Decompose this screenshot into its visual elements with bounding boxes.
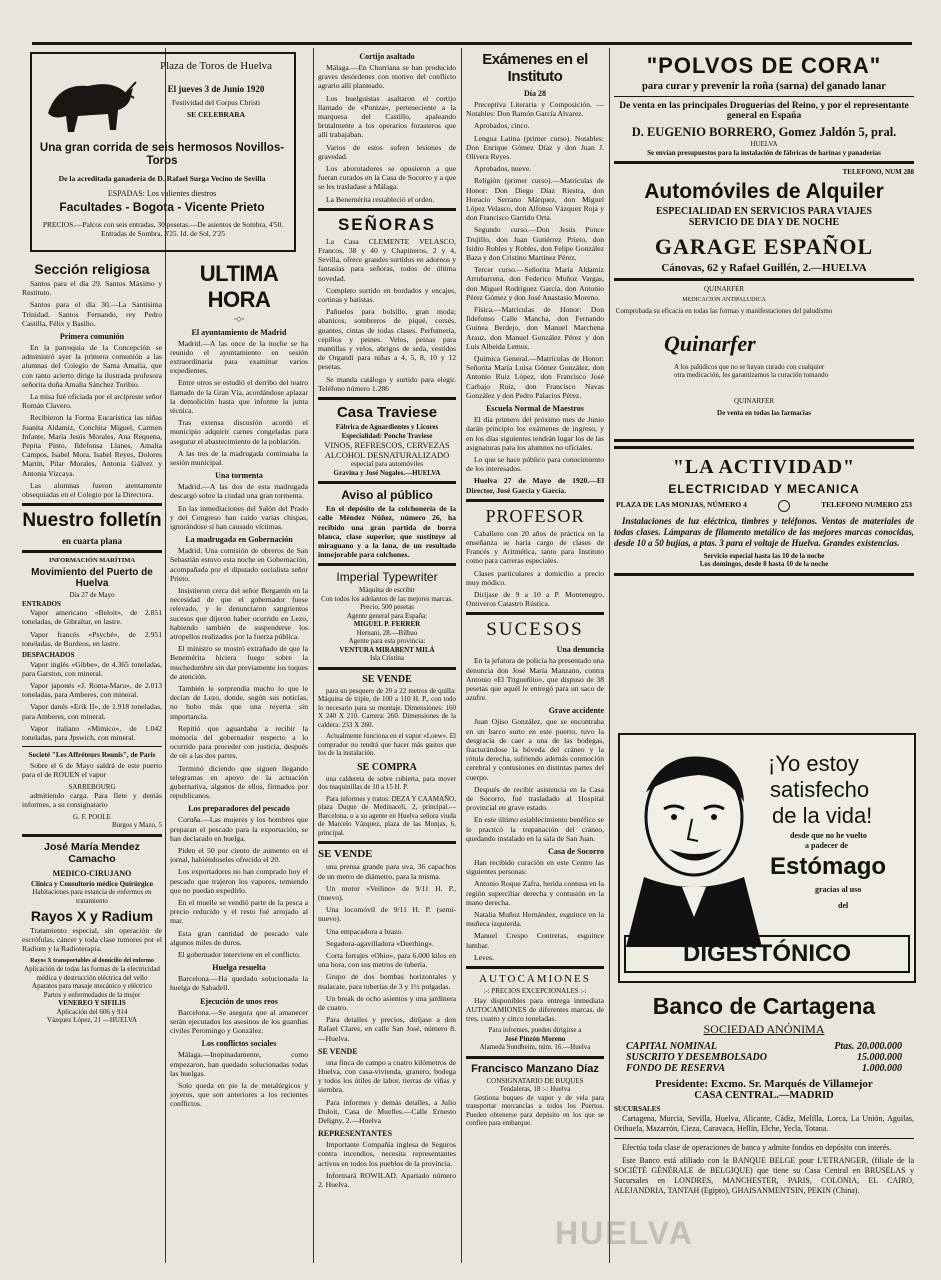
paragraph: También le sorprendía mucho lo que le decían de Lezo, donde, según sus noticias, no hubo más que una reyerta sin importancia. [170, 684, 308, 721]
paragraph: Sobre el 6 de Mayo saldrá de este puerto para el de ROUEN el vapor [22, 761, 162, 780]
section-title: La madrugada en Gobernación [185, 535, 293, 545]
yo-line: de la vida! [772, 803, 873, 828]
paragraph: La Casa CLEMENTE VELASCO, Francos, 38 y 40 y Chapineros, 2 y 4, Sevilla, ofrece grandes surtidos en adornos y fantasías para señoras, todos de última novedad. [318, 236, 456, 283]
rayos-apparatus: Aparatos para masaje mecánico y eléctrico [32, 982, 152, 991]
salvarsan: Aplicación del 606 y 914 [56, 1007, 128, 1016]
paragraph: Vapor americano «Beloit», de 2.851 toneladas, de Gibraltar, en lastre. [22, 608, 162, 627]
actividad-text: Instalaciones de luz eléctrica, timbres y teléfonos. Ventas de materiales de todas clases. Lámparas de filamento metálico de las mejores marcas conocidas, desde 10 a 50 bujías, a ptas. 3 para el voltaje de Huelva. Grandes existencias. [614, 515, 914, 548]
divider [318, 563, 456, 566]
divider [466, 499, 604, 502]
autocam-line: :-: PRECIOS EXCEPCIONALES :-: [483, 987, 587, 996]
digestonico-brand: DIGESTÓNICO [624, 935, 910, 973]
bull-headline: Una gran corrida de seis hermosos Novillos-Toros [39, 142, 285, 167]
paragraph: Los exportadores no han comprado hoy el pescado que trajeron los vapores, temiendo que no puedan expedirlo. [170, 867, 308, 895]
ship-name: SARREBOURG [68, 782, 116, 791]
rayos-parts: Partos y enfermedades de la mujer [43, 990, 141, 999]
divider [22, 550, 162, 553]
actividad-hours: Servicio especial hasta las 10 de la noche [703, 551, 825, 560]
polvos-sub: para curar y prevenir la roña (sarna) del ganado lanar [642, 81, 886, 92]
bull-celebrate: SE CELEBRARA [186, 110, 246, 119]
paragraph: Completo surtido en bordados y encajes, cortinas y batistas. [318, 285, 456, 305]
bull-occasion: Festividad del Corpus Christi [171, 98, 261, 107]
divider [466, 612, 604, 615]
yo-line: gracias al uso [815, 885, 862, 894]
paragraph: Solo queda en pie la de metalúrgicos y joyeros, que son anteriores a los recientes conflictos. [170, 1080, 308, 1109]
paragraph: Piden el 50 por ciento de aumento en el jornal, habiéndoseles ofrecido el 20. [170, 846, 308, 865]
paragraph: una prensa grande para uva, 36 capachos de un metro de diámetro, para la misma. [318, 862, 456, 881]
paragraph: Un break de ocho asientos y una jardinera de cuatro. [318, 993, 456, 1012]
bank-branches: Cartagena, Murcia, Sevilla, Huelva, Alicante, Cádiz, Melilla, Lorca, La Unión, Aguilas, Orihuela, Mazarrón, Cieza, Caravaca, Hellín, Elche, Yecla, Totana. [614, 1113, 914, 1133]
autos-sub: SERVICIO DE DIA Y DE NOCHE [688, 216, 840, 228]
paragraph: Química General.—Matrículas de Honor: Señorita María Luisa Gómez González, don Antonio Ruiz López, don Francisco José Carbajo Ruiz, don Francisco Navas González y don Pedro Palacios Pérez. [466, 354, 604, 400]
paragraph: En las inmediaciones del Salón del Prado y del Congreso han caído varias chispas, ignorándose si han causado víctimas. [170, 503, 308, 531]
paragraph: una finca de campo a cuatro kilómetros de Huelva, con casa-vivienda, granero, bodega y todos los útiles de labor, tierras de viñas y siembra. [318, 1057, 456, 1095]
paragraph: Málaga.—En Churriana se han producido graves desórdenes con motivo del conflicto agrario allí planteado. [318, 63, 456, 91]
rayos-apply: Aplicación de todas las formas de la electricidad médica y destrucción eléctrica del vello [24, 965, 160, 982]
paragraph: Después de recibir asistencia en la Casa de Socorro, fué trasladado al Hospital provincial en grave estado. [466, 784, 604, 813]
bank-row-value: 1.000.000 [862, 1063, 902, 1074]
repr-title: REPRESENTANTES [318, 1129, 393, 1139]
paragraph: Informará ROWILAD. Apartado número 2. Huelva. [318, 1170, 456, 1189]
bank-row-value: 15.000.000 [857, 1052, 902, 1063]
paragraph: Terminó diciendo que siguen llegando telegramas en apoyo de la actuación gubernativa, algunos de ellos, firmados por republicanos. [170, 763, 308, 801]
doctor-name: José María Mendez Camacho [44, 840, 140, 865]
doctor-title: MEDICO-CIRUJANO [52, 868, 132, 878]
quinarfer-brand: Quinarfer [664, 330, 756, 356]
paragraph: En este último establecimiento benéfico se le practicó la trepanación del cráneo, quedando instalado en la sala de San Juan. [466, 815, 604, 843]
paragraph: Madrid.—A las once de la noche se ha reunido el ayuntamiento en sesión extraordinaria para examinar varios expedientes. [170, 338, 308, 376]
compra-title: SE COMPRA [357, 761, 417, 773]
divider [318, 208, 456, 211]
paragraph: Repitió que aguardaba a recibir la memoria del gobernador respecto a lo ocurrido para proceder con justicia, después de oír a las dos partes. [170, 723, 308, 761]
quinarfer-small: MEDICACION ANTIPALUDICA [682, 296, 766, 303]
paragraph: Aprobados, cinco. [474, 121, 530, 131]
quinarfer-small: Comprobada su eficacia en todas las formas y manifestaciones del paludismo [615, 306, 833, 315]
vende-title: SE VENDE [362, 673, 412, 685]
traviese-line: Gravina y José Nogales.—HUELVA [333, 468, 441, 477]
column-divider [313, 48, 314, 1263]
clinic-rooms: Habitaciones para estancia de enfermos en tratamiento [32, 888, 152, 905]
paragraph: una caldereta de sobre cubierta, para mover dos maquinillas de 10 a 15 H. P. [318, 774, 456, 792]
yo-line: satisfecho [770, 777, 870, 802]
paragraph: Coruña.—Las mujeres y los hombres que preparan el pescado para la exportación, se han declarado en huelga. [170, 815, 308, 843]
traviese-line: ALCOHOL DESNATURALIZADO [324, 450, 450, 461]
yo-line: desde que no he vuelto [790, 831, 867, 840]
folletin-title: Nuestro folletín [22, 510, 162, 532]
bull-place: Plaza de Toros de Huelva [159, 60, 273, 72]
garage-address: Cánovas, 62 y Rafael Guillén, 2.—HUELVA [661, 261, 867, 274]
paragraph: Se manda catálogo y surtido para elegir. Teléfono número 1.286 [318, 374, 456, 393]
quinarfer-ad [614, 285, 914, 435]
consignee-address: Burgos y Mazo, 5 [111, 821, 162, 830]
bullfight-ad [30, 52, 296, 252]
paragraph: Las alumnas fueron atentamente obsequiadas en el Colegio por la Directora. [22, 480, 162, 500]
autos-sub: ESPECIALIDAD EN SERVICIOS PARA VIAJES [656, 205, 872, 217]
exam-title: Exámenes en el Instituto [482, 51, 588, 85]
quinarfer-sale: De venta en todas las farmacias [717, 408, 811, 417]
divider [614, 96, 914, 97]
paragraph: Segadora-agavilladora «Deerhing». [326, 938, 434, 948]
column-3 [318, 48, 456, 1263]
gear-icon [778, 500, 790, 512]
paragraph: para un pesquero de 20 a 22 metros de quilla: Máquina de triple, de 100 a 110 H. P., con todo lo necesario para su montaje. Dimensiones: 160 X 240 X 210. Carrera: 260. Dimensiones de la caldera: 233 X 260. [318, 686, 456, 729]
religion-title: Sección religiosa [34, 261, 150, 277]
paragraph: admitiendo carga. Para flete y demás informes, a su consignatario [22, 791, 162, 810]
divider [22, 834, 162, 837]
clinic-address: Vázquez López, 21 —HUELVA [46, 1016, 138, 1025]
paragraph: Lengua Latina (primer curso). Notables: Don Enrique Gómez Díaz y don Juan J. Olivera Reyes. [466, 133, 604, 162]
quinarfer-top: QUINARFER [703, 284, 745, 293]
section-title: Una denuncia [556, 645, 604, 655]
rayos-transport: Rayos X transportables al domicilio del enfermo [30, 957, 154, 964]
port-date: Día 27 de Mayo [69, 591, 115, 600]
paragraph: Santos para el día 30.—La Santísima Trinidad. Santos Fernando, rey Pedro Castilla, Félix y Basilio. [22, 300, 162, 328]
traviese-line: VINOS, REFRESCOS, CERVEZAS [324, 440, 450, 451]
quinarfer-body: A los palúdicos que no se hayan curado con cualquier otra medicación, les garantizamos la curación tomando [674, 362, 829, 379]
traviese-line: especial para automóviles [350, 460, 424, 469]
imperial-line: Hernani, 28.—Bilbao [356, 628, 418, 637]
paragraph: Los aborotadores se opusieron a que fueran curados en la Casa de Socorro y a que se les trasladase a Málaga. [318, 164, 456, 192]
bank-row-value: Ptas. 20.000.000 [834, 1041, 902, 1052]
paragraph: Aprobados, nueve. [474, 164, 532, 174]
autocam-line: Para informes, pueden dirigirse a [488, 1026, 582, 1035]
paragraph: Juan Ojiso González, que se encontraba en un barco surto en este puerto, tuvo la desgracia de caer a una de las bodegas, fracturándose la bóveda del cráneo y la rótula derecha, sufriendo además conmoción cerebral y contusiones en distintas partes del cuerpo. [466, 717, 604, 782]
paragraph: Madrid. Una comisión de obreros de San Sebastián estuvo esta noche en Gobernación, acompañada por el diputado socialista señor Prieto. [170, 546, 308, 583]
paragraph: Tratamiento especial, sin operación de escrófulas, cáncer y toda clase tumores por el Radium y la Radioterapia. [22, 926, 162, 954]
paragraph: En el muelle se vendió parte de la pesca a precio reducido y el resto fué arrojado al mar. [170, 898, 308, 926]
actividad-address: PLAZA DE LAS MONJAS, NÚMERO 4 [616, 499, 747, 509]
polvos-title: "POLVOS DE CORA" [646, 53, 882, 78]
top-rule [32, 42, 912, 45]
bank-ops: Efectúa toda clase de operaciones de banca y admite fondos en depósito con interés. [622, 1142, 892, 1152]
aviso-title: Aviso al público [341, 488, 433, 503]
imperial-line: Máquina de escribir [359, 586, 415, 595]
paragraph: Física.—Matrículas de Honor: Don Ildefonso Calle Mancha, don Fernando Guinea Berdejo, don Manuel Marchena Arauz, don Manuel González Pérez y don Luis Albeida Lemus. [466, 305, 604, 351]
paragraph: Para informes y demás detalles, a Julio Duloit, Casa de Muelles.—Calle Ernesto Deligny, 2.—Huelva [318, 1097, 456, 1125]
folletin-sub: en cuarta plana [61, 536, 122, 547]
autos-phone: TELEFONO, NUM 288 [842, 168, 914, 176]
bank-suc-label: SUCURSALES [614, 1105, 661, 1113]
divider [318, 397, 456, 400]
actividad-sub: ELECTRICIDAD Y MECANICA [668, 481, 860, 496]
section-title: Casa de Socorro [548, 847, 604, 856]
divider [22, 503, 162, 506]
section-title: Los conflictos sociales [201, 1039, 277, 1049]
paragraph: Leves. [474, 952, 495, 962]
garage-title: GARAGE ESPAÑOL [654, 233, 874, 259]
polvos-city: HUELVA [750, 140, 778, 148]
paragraph: Málaga.—Inopinadamente, como empezaron, han quedado solucionadas todas las huelgas. [170, 1050, 308, 1078]
traviese-line: Especialidad: Ponche Traviese [341, 431, 433, 440]
bank-capital-table [626, 1041, 902, 1074]
polvos-text: De venta en las principales Droguerías del Reino, y por el representante general en España [619, 101, 909, 121]
vende-title: SE VENDE [318, 1046, 358, 1056]
divider [614, 278, 914, 281]
divider [614, 439, 914, 442]
yo-line: ¡Yo estoy [768, 751, 859, 776]
paragraph: Vapor francés «Psyché», de 2.951 toneladas, de Burdeos, en lastre. [22, 629, 162, 648]
bank-row-label: SUSCRITO Y DESEMBOLSADO [626, 1052, 767, 1063]
paragraph: Madrid.—A las dos de esta madrugada descargó sobre la ciudad una gran tormenta. [170, 482, 308, 501]
autocam-title: AUTOCAMIONES [479, 973, 591, 986]
paragraph: Barcelona.—Se asegura que al amanecer serán ejecutados los asesinos de los guardias civiles Peromingo y González. [170, 1007, 308, 1036]
manzano-title: Francisco Manzano Díaz [471, 1062, 599, 1075]
paragraph: La Benemérita restableció el orden. [326, 194, 435, 204]
yo-stomach: Estómago [770, 853, 887, 880]
paragraph: Huelva 27 de Mayo de 1920.—El Director, José García y García. [466, 476, 604, 495]
section-title: Cortijo asaltado [359, 52, 415, 61]
paragraph: Caballero con 20 años de práctica en la enseñanza se haría cargo de clases de Francés y Aritmética, tanto para Instituto como para carreras especiales. [466, 528, 604, 566]
paragraph: Para detalles y precios, diríjase a don Rafael Clares, en calle San José, número 8.—Huelva. [318, 1015, 456, 1043]
bank-central: CASA CENTRAL.—MADRID [694, 1090, 834, 1101]
paragraph: Entre otros se estudió el derribo del teatro llamado de la Gran Vía, acordándose aplazar la demolición hasta que informe la junta técnica. [170, 378, 308, 415]
divider [22, 746, 162, 747]
divider [466, 1056, 604, 1059]
paragraph: Para informes y tratos: DEZA Y CAAMAÑO, plaza Duque de Medinaceli, 2, principal.—Barcelona, o a su agente en Huelva señora viuda de Marcelo Vázquez, plaza de las Monjas, 6, principal. [318, 794, 456, 837]
imperial-line: Agente para esta provincia: [348, 637, 426, 646]
sucesos-title: SUCESOS [486, 619, 584, 641]
paragraph: En la jefatura de policía ha presentado una denuncia don José María Manzano, contra Antonio «El Trigueñito», que dispuso de 38 pesetas que aquél le entregó para un saco de azufre. [466, 656, 604, 703]
paragraph: Corta forrajes «Ohio», para 6.000 kilos en una hora, con sus metros de tubería. [318, 950, 456, 970]
divider [614, 1138, 914, 1139]
imperial-line: VENTURA MIRABENT MILÁ [339, 645, 435, 654]
column-4 [466, 48, 604, 1263]
manzano-line: CONSIGNATARIO DE BUQUES [486, 1076, 584, 1085]
paragraph: El ministro se mostró extrañado de que la Benemérita hiciera fuego sobre la muchedumbre sin dar previamente los toques de atención. [170, 644, 308, 681]
traviese-title: Casa Traviese [336, 404, 438, 422]
clinic: Clínica y Consultorio médico Quirúrgico [30, 879, 154, 888]
paragraph: Preceptiva Literaria y Composición. —Notables: Don Ramón García Alvarez. [466, 100, 604, 119]
venereo: VENEREO Y SIFILIS [58, 999, 126, 1008]
actividad-title: "LA ACTIVIDAD" [672, 455, 856, 478]
paragraph: Segundo curso.—Don Jesús Ponce Trujillo, don Juan Gutiérrez Prieto, don Isidro Robles y Robles, don Felipe González Baza y don Cristino Martínez Pérez. [466, 225, 604, 263]
paragraph: Religión (primer curso).—Matrículas de Honor: Don Diego Díaz Riestra, don Horacio Serrano Márquez, don Miguel López Velasco, don Alfonso Vázquez Roja y don Francisco Garrido Orta. [466, 176, 604, 223]
section-title: Escuela Normal de Maestros [486, 404, 584, 414]
paragraph: Santos para el día 29. Santos Máximo y Restituto. [22, 279, 162, 298]
paragraph: Una empacadora a brazo. [326, 926, 404, 936]
yo-line: del [838, 901, 849, 910]
digestonico-ad [618, 733, 916, 983]
man-portrait-icon [624, 747, 764, 947]
bull-date: El jueves 3 de Junio 1920 [167, 84, 265, 94]
despachados-label: DESPACHADOS [22, 651, 75, 660]
divider [466, 966, 604, 969]
paragraph: El gobernador interviene en el conflicto. [178, 950, 301, 960]
column-1 [22, 258, 162, 1268]
paragraph: Grupo de dos bombas horizontales y malacate, para tuberías de 3 y 1½ pulgadas. [318, 972, 456, 991]
divider [318, 667, 456, 670]
paragraph: Insistieron cerca del señor Bergamín en la necesidad de que el gobernador fuese relevado, y le denunciaron sangrientos sucesos que dijeron haber ocurrido en Lezo, habiendo también de suspenderse los atropellos realizados por la fuerza pública. [170, 585, 308, 641]
maritime-title: INFORMACIÓN MARÍTIMA [48, 557, 136, 565]
column-divider [461, 48, 462, 1263]
bank-row [626, 1063, 902, 1074]
section-title: Grave accidente [548, 706, 604, 716]
paragraph: Importante Compañía inglesa de Seguros contra incendios, necesita representantes activos en todos los pueblos de la provincia. [318, 1140, 456, 1168]
bank-row [626, 1052, 902, 1063]
traviese-line: Fábrica de Aguardientes y Licores [335, 423, 439, 432]
paragraph: Manuel Crespo Contreras, esguince lumbar. [466, 931, 604, 950]
column-2 [170, 258, 308, 1268]
paragraph: Vapor danés «Erik II», de 1.918 toneladas, para Amberes, con mineral. [22, 702, 162, 721]
vende-title: SE VENDE [318, 848, 373, 861]
paragraph: Natalia Muñoz Hernández, esguince en la muñeca izquierda. [466, 910, 604, 929]
senoras-title: SEÑORAS [337, 214, 437, 234]
profesor-title: PROFESOR [485, 505, 585, 526]
imperial-line: Precio, 500 pesetas [360, 603, 414, 612]
bull-swords: Facultades - Bogota - Vicente Prieto [59, 200, 265, 214]
ultima-hora-title: ULTIMA HORA [199, 261, 279, 312]
imperial-line: Con todos los adelantos de las mejores marcas. [321, 594, 453, 603]
bank-sub: SOCIEDAD ANÓNIMA [703, 1022, 825, 1036]
divider [318, 481, 456, 484]
port-title: Movimiento del Puerto de Huelva [31, 567, 153, 590]
paragraph: En la parroquia de la Concepción se administró ayer la primera comunión a las alumnas del Colegio de Santa Amalia, que con tanto acierto dirige la ilustrada profesora señorita doña Amalia Sánchez Toribio. [22, 343, 162, 389]
section-title: Una tormenta [215, 471, 263, 481]
paragraph: Vapor italiano «Mimico», de 1.042 toneladas, para Jpswich, con mineral. [22, 723, 162, 742]
imperial-title: Imperial Typewriter [336, 570, 438, 585]
polvos-rep: D. EUGENIO BORRERO, Gomez Jaldón 5, pral. [631, 125, 897, 139]
divider [318, 841, 456, 844]
paragraph: Un motor «Veilino» de 9/11 H. P., (nuevo). [318, 883, 456, 902]
bank-row-label: CAPITAL NOMINAL [626, 1041, 718, 1052]
paragraph: El día primero del próximo mes de Junio darán principio los exámenes de ingreso, y en los días siguientes tendrán lugar los de las asignaturas para los alumnos no oficiales. [466, 415, 604, 452]
column-5 [614, 50, 914, 730]
paragraph: Una locomóvil de 9/11 H. P. (semi-nuevo). [318, 905, 456, 924]
paragraph: Recibieron la Forma Eucarística las niñas Juanita Aldamiz, Conchita Miguel, Carmen Infante, María Jesús Morales, Ana Requena, Pepita Pinto, Ildefonsa Llanes, Amalia Campos, Isabel Mora, Isabel Reyes, Dolores Martín, Pilar Morales, Antonia Gálvez y Antonia Vizcaya. [22, 413, 162, 478]
bull-prices: PRECIOS.—Palcos con seis entradas, 30 pesetas.—De asientos de Sombra, 4'50. Entradas de Sombra, 3'25. Id. de Sol, 2'25 [42, 220, 284, 238]
archive-watermark: HUELVA [555, 1215, 694, 1251]
section-title: Los preparadores del pescado [188, 804, 290, 814]
paragraph: Barcelona.—Ha quedado solucionada la huelga de Sabadell. [170, 974, 308, 993]
bank-row [626, 1041, 902, 1052]
bull-swords-label: ESPADAS: Los valientes diestros [107, 189, 217, 198]
paragraph: Gestiona buques de vapor y de vela para transportar mercancías a todos los Puertos. Pueden obtenerse para depósito en los que se confíen para embarque. [466, 1093, 604, 1128]
rayos-title: Rayos X y Radium [30, 908, 154, 925]
paragraph: Clases particulares a domicilio a precio muy módico. [466, 568, 604, 587]
paragraph: Vapor japonés «J. Roma-Maru», de 2.013 toneladas, para Amberes, con mineral. [22, 680, 162, 700]
bank-affiliation: Este Banco está afiliado con la BANQUE BELGE pour L'ETRANGER, (filiale de la SOCIÉTÉ GÉNÉRALE de BELGIQUE) que tiene su Casa Central en BRUSELAS y Sucursales en LONDRES, MANCHESTER, PARIS, COLONIA, EL CAIRO, ALEJANDRIA, TANTAH (Egipto), GHAISANMENTSIN, PEKIN (China). [614, 1155, 914, 1195]
paragraph: En el depósito de la colchonería de la calle Méndez Núñez, número 26, ha recibido una gran partida de borra blanca, clase superior, que sustituye al miraguano y a la lana, de un resultado inmejorable para colchones. [318, 504, 456, 560]
divider [614, 161, 914, 164]
actividad-hours: Los domingos, desde 8 hasta 10 de la noche [699, 560, 829, 568]
section-title: Ejecución de unos reos [200, 996, 278, 1006]
imperial-line: Agente general para España: [346, 611, 428, 620]
communion-title: Primera comunión [59, 332, 125, 342]
bank-title: Banco de Cartagena [652, 993, 876, 1019]
column-divider [609, 48, 610, 1263]
paragraph: Lo que se hace público para conocimiento de los interesados. [466, 454, 604, 474]
paragraph: Varios de estos sufren lesiones de gravedad. [318, 142, 456, 161]
paragraph: Pañuelos para bolsillo, gran moda; abanicos, sombreros de piqué, corsés, guantes, cintas de todas clases. Perfumería, cepillos y peines. Velos, peinas para mantillas y velos, abrigos de seda, vestidos de Organdí para niñas a 4, 5, 8, 10 y 12 pesetas. [318, 307, 456, 372]
exam-day: Día 28 [524, 89, 546, 98]
autos-title: Automóviles de Alquiler [644, 179, 884, 203]
actividad-phone: TELEFONO NUMERO 253 [821, 499, 912, 509]
actividad-contact [616, 500, 912, 512]
quinarfer-name: QUINARFER [733, 396, 775, 405]
autocam-line: José Pinzón Moreno [504, 1034, 566, 1043]
paragraph: Tercer curso.—Señorita María Aldamiz Arrubarrena, don Federico Muñoz Vargas, don Miguel Rodríguez García, don Antonio Pérez Gómez y don José Anastasio Moreno. [466, 265, 604, 302]
ornament: ◦◇◦ [233, 315, 245, 323]
section-title: El ayuntamiento de Madrid [191, 327, 287, 337]
bull-icon [38, 58, 138, 138]
paragraph: Actualmente funciona en el vapor «Loew». El comprador no tendrá que hacer más gastos que los de la instalación. [318, 732, 456, 758]
societe-title: Societé "Les Affréteurs Reunis", de Paris [28, 751, 156, 760]
bull-breeder: De la acreditada ganadería de D. Rafael Surga Vecino de Sevilla [58, 174, 266, 183]
entradas-label: ENTRADOS [22, 599, 61, 608]
paragraph: Diríjase de 9 a 10 a P. Montenegro. Ontiveros Catastro Rústica. [466, 589, 604, 609]
bank-president: Presidente: Excmo. Sr. Marqués de Villamejor [655, 1078, 873, 1090]
paragraph: Vapor inglés «Gibbe», de 4.365 toneladas, para Garston, con mineral. [22, 659, 162, 678]
bank-row-label: FONDO DE RESERVA [626, 1063, 726, 1074]
paragraph: Esta gran cantidad de pescado vale algunos miles de duros. [170, 928, 308, 947]
paragraph: Han recibido curación en este Centro las siguientes personas: [466, 858, 604, 877]
paragraph: Hay disponibles para entrega inmediata AUTOCAMIONES de diferentes marcas, de tres, cuatro y cinco toneladas. [466, 995, 604, 1023]
polvos-note: Se envían presupuestos para la instalación de fábricas de harinas y panaderías [647, 148, 881, 157]
paragraph: A las tres de la madrugada continuaba la sesión municipal. [170, 448, 308, 467]
paragraph: Antonio Roque Zafra, herida contusa en la región superciliar derecha y contusión en la mano derecha. [466, 879, 604, 907]
autocam-line: Alameda Sundheim, núm. 16.—Huelva [479, 1043, 591, 1052]
consignee: G. F. POOLE [73, 812, 111, 821]
imperial-line: Isla Cristina [369, 654, 405, 663]
imperial-line: MIGUEL P. FERRER [353, 620, 421, 629]
actividad-ad [614, 446, 914, 576]
paragraph: La misa fué oficiada por el arcipreste señor Román Clavero. [22, 392, 162, 411]
yo-line: a padecer de [805, 841, 848, 850]
paragraph: Tras extensa discusión acordó el municipio adquirir carnes congeladas para asegurar el abastecimiento de la población. [170, 418, 308, 446]
section-title: Huelga resuelta [212, 963, 266, 973]
manzano-line: Tendaleras, 18 :-: Huelva [499, 1085, 571, 1094]
paragraph: Los huelguistas asaltaron el cortijo llamado de «Puniza», perteneciente a la marquesa del Castillo, apaleando brutalmente a los operarios forasteros que allí trabajaban. [318, 93, 456, 140]
